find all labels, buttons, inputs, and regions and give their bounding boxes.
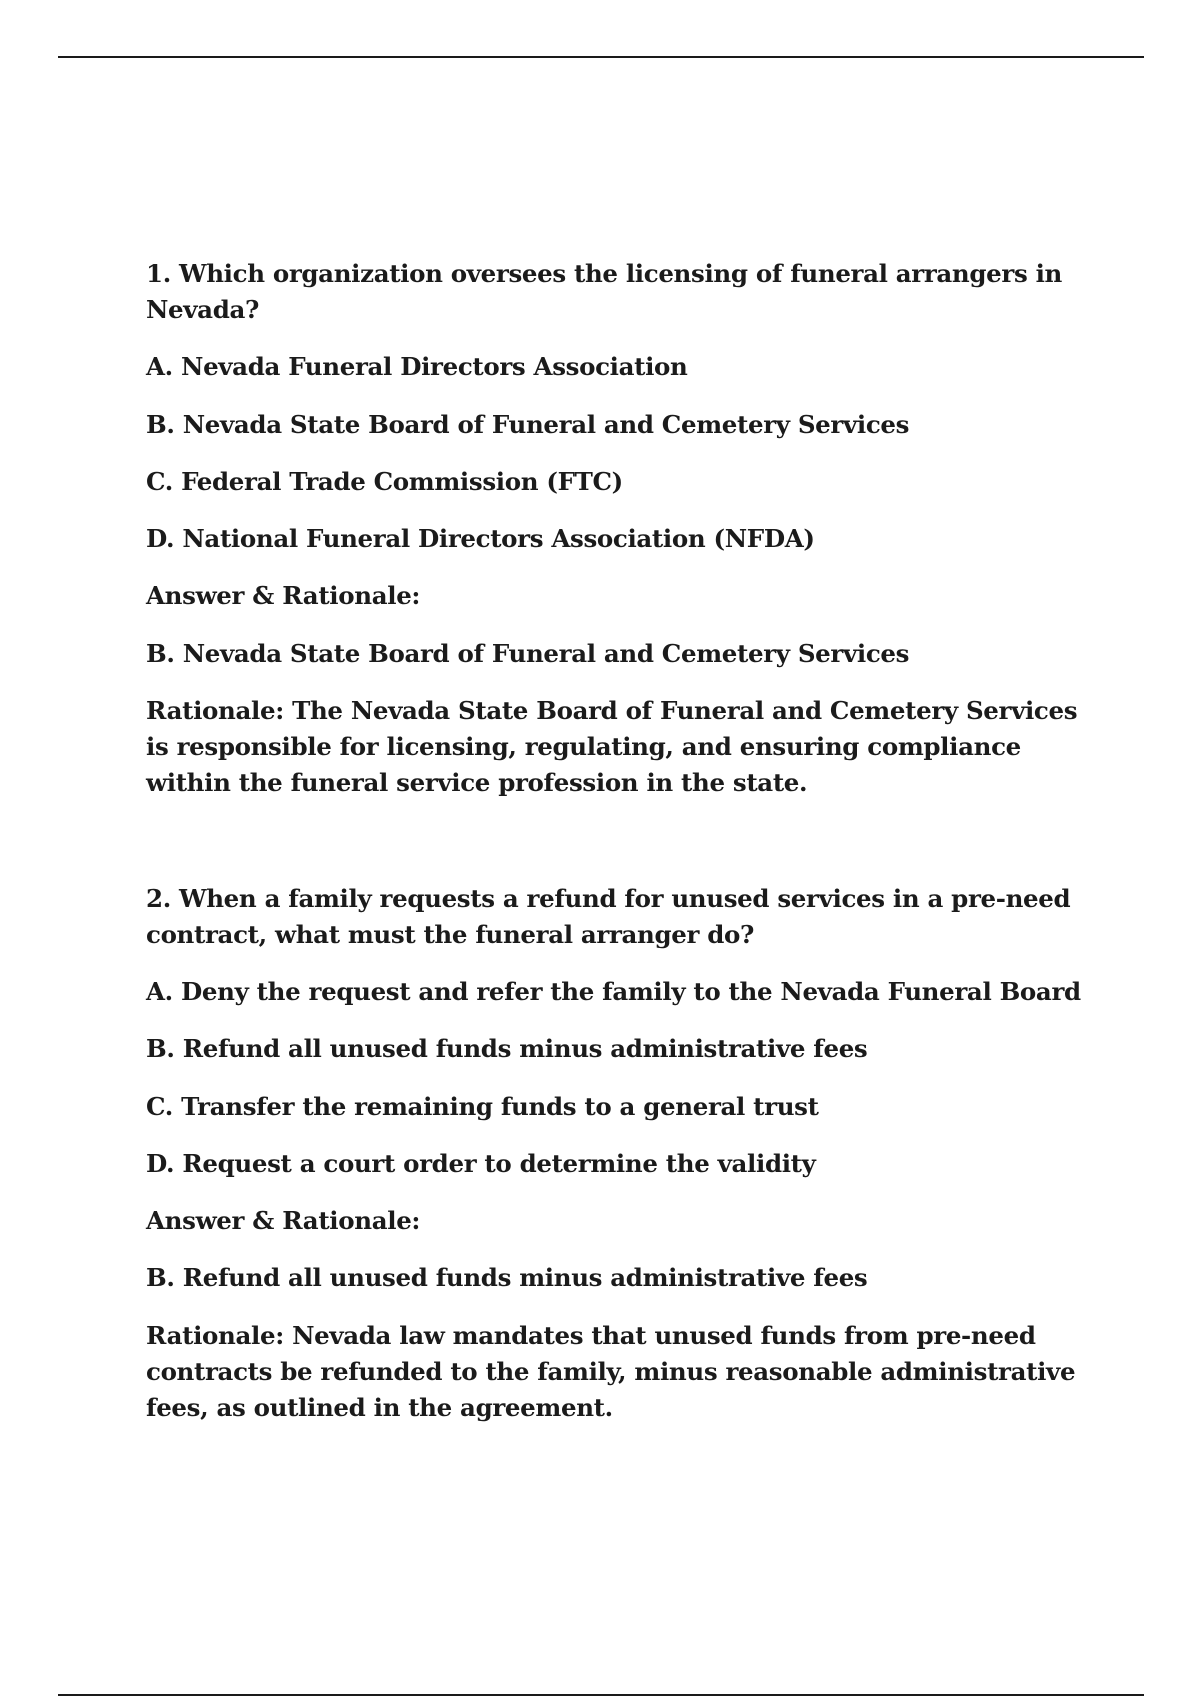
question-2-rationale: Rationale: Nevada law mandates that unused funds from pre-need contracts be refunded to the family, minus reasonable administrative fees, as outlined in the agreement.	[146, 1321, 1076, 1422]
question-2-option-a: A. Deny the request and refer the family to the Nevada Funeral Board	[146, 977, 1081, 1006]
question-1-option-c: C. Federal Trade Commission (FTC)	[146, 467, 623, 496]
question-2-answer: B. Refund all unused funds minus administrative fees	[146, 1263, 868, 1292]
question-1-option-a: A. Nevada Funeral Directors Association	[146, 352, 688, 381]
question-1-rationale: Rationale: The Nevada State Board of Funeral and Cemetery Services is responsible for licensing, regulating, and ensuring compliance within the funeral service profession in the state.	[146, 696, 1078, 797]
top-divider	[58, 56, 1144, 58]
question-1-option-b: B. Nevada State Board of Funeral and Cemetery Services	[146, 410, 910, 439]
question-1-option-d: D. National Funeral Directors Association (NFDA)	[146, 524, 815, 553]
question-1-text: 1. Which organization oversees the licensing of funeral arrangers in Nevada?	[146, 259, 1063, 324]
question-2-option-d: D. Request a court order to determine the validity	[146, 1149, 816, 1178]
question-2-option-c: C. Transfer the remaining funds to a general trust	[146, 1092, 819, 1121]
question-2-option-b: B. Refund all unused funds minus administrative fees	[146, 1034, 868, 1063]
question-2-text: 2. When a family requests a refund for unused services in a pre-need contract, what must the funeral arranger do?	[146, 884, 1071, 949]
question-2-answer-heading: Answer & Rationale:	[146, 1206, 421, 1235]
question-1-answer-heading: Answer & Rationale:	[146, 581, 421, 610]
bottom-divider	[58, 1694, 1144, 1696]
question-1-answer: B. Nevada State Board of Funeral and Cemetery Services	[146, 639, 910, 668]
